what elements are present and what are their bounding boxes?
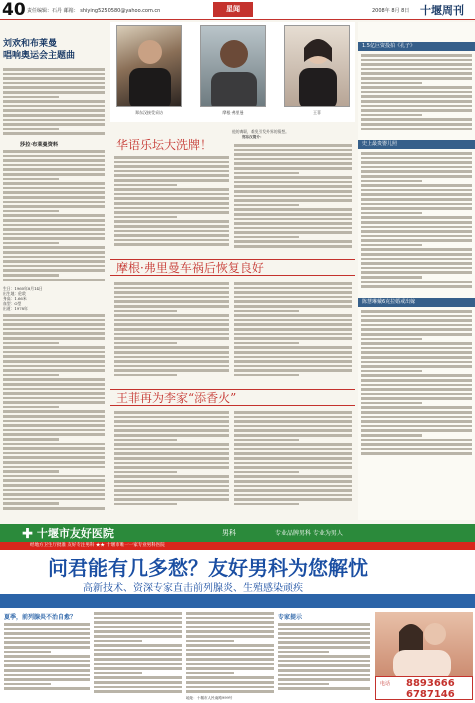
lead-headline-line-1: 刘欢和布莱曼: [3, 39, 58, 49]
ad-tagline: 专业品牌男科 专业为男人: [275, 530, 343, 537]
ad-column-title: 夏季，前列腺炎不治自愈？: [4, 614, 77, 621]
person-silhouette-icon: [117, 26, 182, 107]
ad-column: [186, 612, 274, 700]
headline-music-shakeup: 华语乐坛大洗牌！: [116, 138, 213, 152]
issue-date: 2008年 8月 8日: [372, 8, 410, 14]
left-column: [0, 22, 108, 520]
photo-caption: 郑东汉接受采访: [135, 110, 163, 115]
ad-top-bar: [0, 524, 475, 542]
body-text: [361, 310, 472, 460]
ad-blue-band: [0, 594, 475, 608]
hospital-advertisement: [0, 524, 475, 703]
news-brief: [358, 298, 475, 460]
brief-heading: 1.5亿巨资投拍《孔子》: [358, 42, 475, 51]
ad-column: [94, 612, 182, 700]
photo-faye-wong: [284, 25, 350, 107]
photo-caption: 摩根·弗里曼: [222, 110, 244, 115]
profile-item: 出道：1978年: [3, 306, 28, 311]
ad-column: [278, 612, 370, 700]
photo-caption: 王菲: [313, 110, 321, 115]
right-column: [358, 22, 475, 520]
body-text: [114, 282, 229, 380]
plus-icon: ✚: [22, 527, 37, 540]
brief-heading: 陈慧琳戴6克拉婚戒出嫁: [358, 298, 475, 307]
ad-address: 地址：十堰市人民南路999号: [186, 696, 233, 700]
profile-list: [0, 286, 108, 311]
photo-strip: [110, 22, 355, 122]
paper-name: 十堰周刊: [420, 4, 464, 17]
center-column: [110, 22, 355, 520]
person-silhouette-icon: [201, 26, 266, 107]
phone-number-2: 6787146: [406, 689, 455, 700]
department-label: 男科: [222, 529, 236, 537]
editor-email: shiying5250580@yahoo.com.cn: [80, 8, 161, 14]
profile-item: 身高：1.66米: [3, 296, 27, 301]
brief-heading: 史上最贵婴儿照: [358, 140, 475, 149]
ad-phone-box: [375, 676, 473, 700]
headline-faye-wong: 王菲再为李家“添香火”: [116, 391, 237, 405]
body-text: [3, 68, 105, 138]
ad-red-strip: 经地方卫生厅批准 友好专注男科 ★★ 十堰市唯一一家专业男科医院: [0, 542, 475, 550]
ad-column: [4, 612, 90, 700]
body-text: [3, 150, 105, 284]
body-text: [234, 282, 352, 380]
lead-headline-line-2: 唱响奥运会主题曲: [3, 51, 76, 61]
couple-silhouette-icon: [375, 612, 473, 676]
page-number: 40: [2, 0, 26, 20]
editor-name: 责任编辑：石丹: [27, 8, 63, 14]
phone-number-1: 8893666: [406, 678, 455, 689]
tel-label: 电话: [380, 681, 391, 687]
body-text: [278, 623, 370, 695]
body-text: [94, 612, 182, 698]
section-tab: 星闻: [213, 2, 253, 17]
body-text: [186, 612, 274, 698]
profile-item: 生日：1960年8月14日: [3, 286, 43, 291]
body-text: [4, 623, 90, 695]
lead-headline: [0, 22, 108, 62]
ad-subheadline: 高新技术、资深专家直击前列腺炎、生殖感染顽疾: [83, 583, 303, 594]
body-text: [234, 144, 352, 250]
email-label: 邮箱：: [63, 8, 79, 14]
masthead: [0, 0, 475, 20]
body-text: [3, 314, 105, 514]
ad-headline: 问君能有几多愁？友好男科为您解忧: [48, 556, 368, 580]
body-text: [234, 411, 352, 511]
body-text: [361, 54, 472, 136]
body-text: [114, 156, 229, 250]
photo-man-interview: [116, 25, 182, 107]
kicker-text: 他的离职，难免引发外界的猜想。: [232, 129, 289, 134]
news-brief: [358, 42, 475, 136]
ad-column-title: 专家提示: [278, 614, 303, 621]
photo-morgan-freeman: [200, 25, 266, 107]
body-text: [114, 411, 229, 511]
body-text: [361, 152, 472, 294]
person-silhouette-icon: [285, 26, 350, 107]
profile-item: 血型：O型: [3, 301, 22, 306]
editor-line: [27, 7, 160, 14]
headline-freeman-recovery: 摩根·弗里曼车祸后恢复良好: [116, 261, 264, 275]
profile-heading: 莎拉·布莱曼资料: [20, 142, 59, 148]
profile-item: 出生地：伦敦: [3, 291, 26, 296]
news-brief: [358, 140, 475, 294]
hospital-name: ✚ 十堰市友好医院: [22, 527, 114, 540]
sidebar-title: 郑东汉简介：: [242, 135, 264, 139]
